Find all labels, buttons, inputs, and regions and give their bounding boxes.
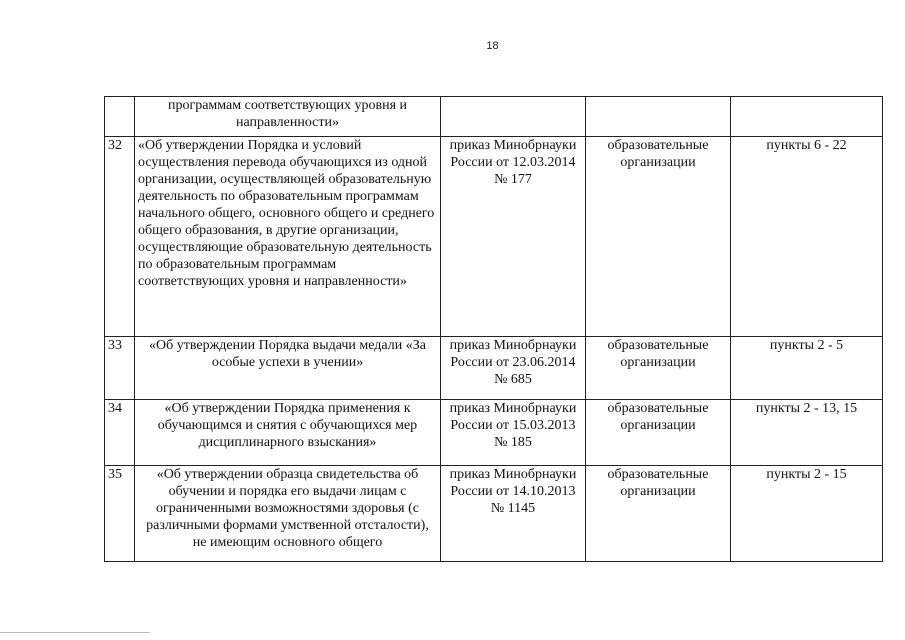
table-row [105, 466, 883, 562]
act-document [441, 97, 586, 137]
act-title: «Об утверждении Порядка выдачи медали «За особые успехи в учении» [135, 337, 441, 400]
row-number [105, 97, 135, 137]
row-number: 34 [105, 400, 135, 466]
act-points: пункты 2 - 13, 15 [731, 400, 883, 466]
table-row [105, 97, 883, 137]
row-number: 32 [105, 137, 135, 337]
act-title: «Об утверждении Порядка и условий осуществления перевода обучающихся из одной организации, осуществляющей образовательную деятельность по образовательным программам начального общего, основного общего и среднего общего образования, в другие организации, осуществляющие образовательную деятельность по образовательным программам соответствующих уровня и направленности» [135, 137, 441, 337]
act-subjects: образовательные организации [586, 337, 731, 400]
act-subjects: образовательные организации [586, 466, 731, 562]
row-number: 33 [105, 337, 135, 400]
table-row [105, 137, 883, 337]
table-row [105, 400, 883, 466]
page-number: 18 [486, 40, 499, 52]
act-document: приказ Минобрнауки России от 12.03.2014 № 177 [441, 137, 586, 337]
act-points: пункты 6 - 22 [731, 137, 883, 337]
act-document: приказ Минобрнауки России от 15.03.2013 № 185 [441, 400, 586, 466]
act-subjects [586, 97, 731, 137]
act-title: «Об утверждении образца свидетельства об обучении и порядка его выдачи лицам с ограниченными возможностями здоровья (с различными формами умственной отсталости), не имеющим основного общего [135, 466, 441, 562]
act-points: пункты 2 - 5 [731, 337, 883, 400]
requirements-table [104, 96, 883, 562]
act-title: «Об утверждении Порядка применения к обучающимся и снятия с обучающихся мер дисциплинарного взыскания» [135, 400, 441, 466]
table-row [105, 337, 883, 400]
act-subjects: образовательные организации [586, 137, 731, 337]
scan-edge-line [0, 632, 150, 633]
act-title: программам соответствующих уровня и направленности» [135, 97, 441, 137]
act-document: приказ Минобрнауки России от 23.06.2014 № 685 [441, 337, 586, 400]
act-document: приказ Минобрнауки России от 14.10.2013 № 1145 [441, 466, 586, 562]
act-points [731, 97, 883, 137]
act-points: пункты 2 - 15 [731, 466, 883, 562]
act-subjects: образовательные организации [586, 400, 731, 466]
row-number: 35 [105, 466, 135, 562]
